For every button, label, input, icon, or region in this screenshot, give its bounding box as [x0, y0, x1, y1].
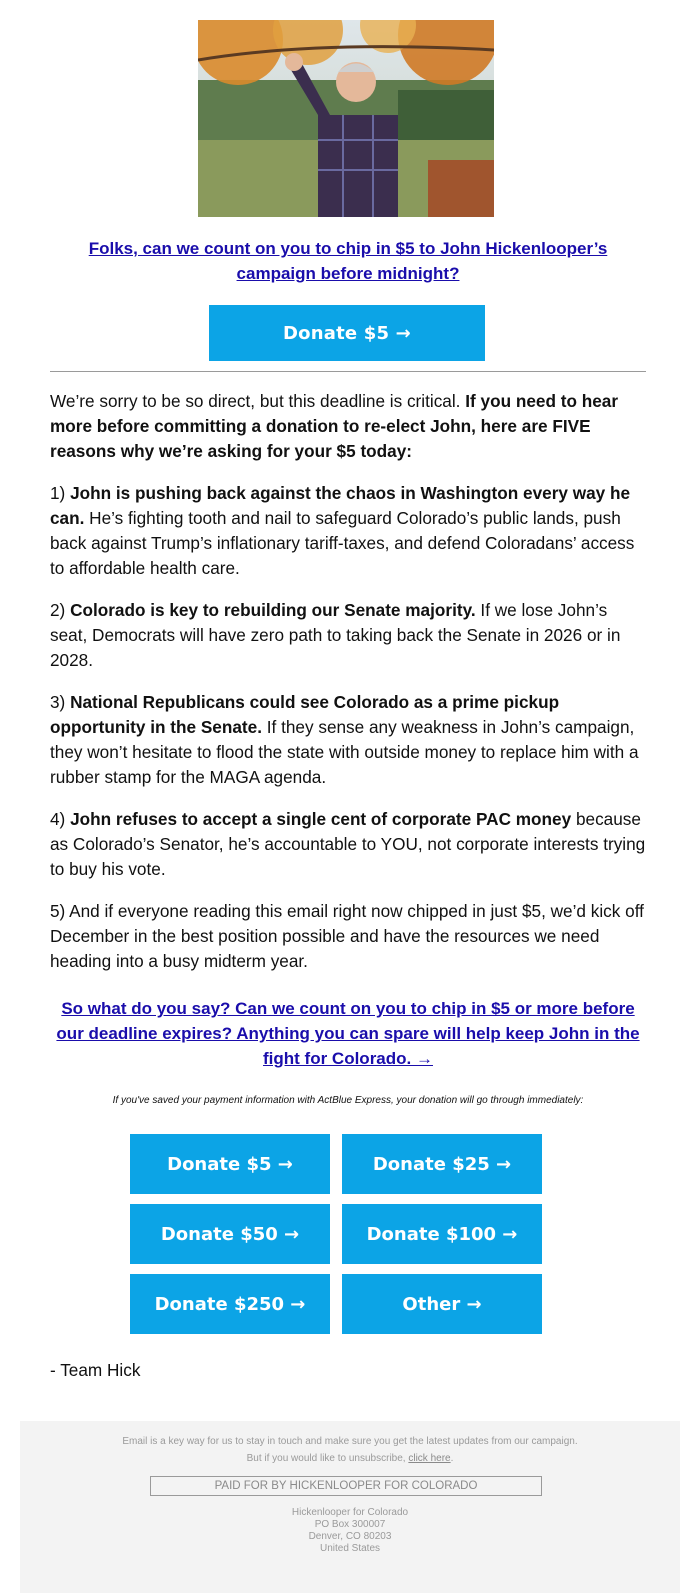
headline-link[interactable]: Folks, can we count on you to chip in $5 to John Hickenlooper’s campaign before midnight?: [88, 239, 608, 283]
signoff: - Team Hick: [50, 1360, 141, 1380]
reason-5: [50, 899, 646, 974]
reason-num: 2): [50, 600, 71, 620]
donate-other-button[interactable]: Other →: [342, 1274, 542, 1334]
address-line: Denver, CO 80203: [308, 1531, 392, 1542]
divider: [50, 371, 646, 372]
reason-text: And if everyone reading this email right now chipped in just $5, we’d kick off December in the best position possible and have the resources we need heading into a busy midterm year.: [50, 901, 644, 971]
mailing-address: [20, 1507, 680, 1555]
reason-bold: John is pushing back against the chaos in Washington every way he can.: [50, 483, 631, 528]
intro-bold: If you need to hear more before committing a donation to re-elect John, here are FIVE reasons why we’re asking for your $5 today:: [50, 391, 619, 461]
address-line: Hickenlooper for Colorado: [291, 1507, 409, 1518]
reason-bold: National Republicans could see Colorado as a prime pickup opportunity in the Senate.: [50, 692, 560, 737]
donate-5-top-button[interactable]: Donate $5 →: [209, 305, 485, 361]
unsubscribe-suffix: .: [450, 1453, 454, 1464]
donate-5-button[interactable]: Donate $5 →: [130, 1134, 330, 1194]
reason-3: [50, 690, 646, 790]
email-body: [50, 389, 646, 991]
unsubscribe-link[interactable]: click here: [408, 1453, 451, 1464]
donate-250-button[interactable]: Donate $250 →: [130, 1274, 330, 1334]
reason-2: [50, 598, 646, 673]
donate-button-grid: [130, 1134, 542, 1334]
reason-4: [50, 807, 646, 882]
reason-num: 3): [50, 692, 71, 712]
reason-num: 4): [50, 809, 71, 829]
donate-50-button[interactable]: Donate $50 →: [130, 1204, 330, 1264]
reason-1: [50, 481, 646, 581]
hero-illustration: [198, 20, 494, 217]
address-line: PO Box 300007: [314, 1519, 386, 1530]
reason-num: 1): [50, 483, 71, 503]
address-line: United States: [319, 1543, 381, 1554]
unsubscribe-prefix: But if you would like to unsubscribe,: [246, 1453, 409, 1464]
footer-line1: Email is a key way for us to stay in touch and make sure you get the latest updates from our campaign.: [122, 1436, 578, 1447]
hero-photo: [198, 20, 494, 217]
reason-bold: John refuses to accept a single cent of corporate PAC money: [70, 809, 572, 829]
intro-text: We’re sorry to be so direct, but this deadline is critical.: [50, 391, 466, 411]
reason-num: 5): [50, 901, 70, 921]
reason-text: If they sense any weakness in John’s campaign, they won’t hesitate to flood the state with outside money to replace him with a rubber stamp for the MAGA agenda.: [50, 717, 639, 787]
reason-text: If we lose John’s seat, Democrats will have zero path to taking back the Senate in 2026 or in 2028.: [50, 600, 621, 670]
reason-text: because as Colorado’s Senator, he’s accountable to YOU, not corporate interests trying to buy his vote.: [50, 809, 646, 879]
paid-for-disclaimer: PAID FOR BY HICKENLOOPER FOR COLORADO: [150, 1476, 542, 1496]
footer-line2: [20, 1453, 680, 1464]
donate-25-button[interactable]: Donate $25 →: [342, 1134, 542, 1194]
reason-bold: Colorado is key to rebuilding our Senate majority.: [70, 600, 476, 620]
reason-text: He’s fighting tooth and nail to safeguard Colorado’s public lands, push back against Trump’s inflationary tariff-taxes, and defend Coloradans’ access to affordable health care.: [50, 508, 635, 578]
cta-link[interactable]: So what do you say? Can we count on you to chip in $5 or more before our deadline expires? Anything you can spare will help keep John in the fight for Colorado. →: [56, 999, 640, 1068]
actblue-express-note: If you've saved your payment information with ActBlue Express, your donation will go through immediately:: [112, 1095, 584, 1106]
footer: [20, 1421, 680, 1593]
donate-100-button[interactable]: Donate $100 →: [342, 1204, 542, 1264]
intro-paragraph: [50, 389, 646, 464]
